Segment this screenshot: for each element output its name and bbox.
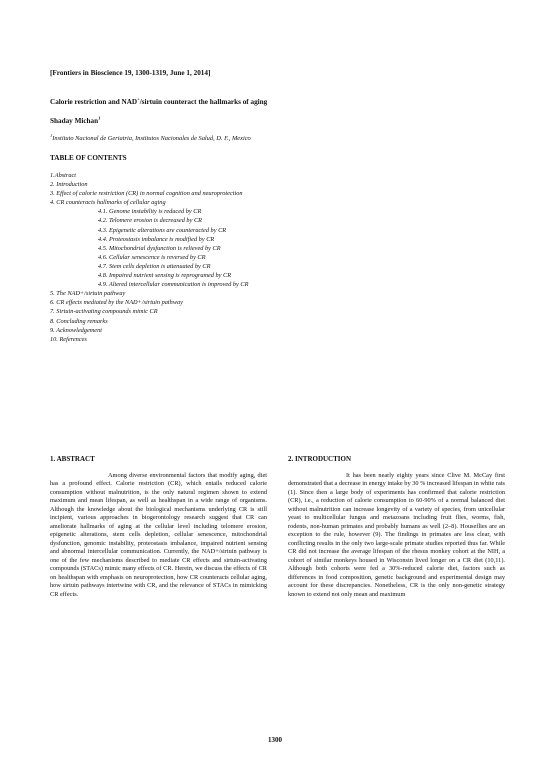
page-number: 1300 bbox=[268, 736, 282, 744]
table-of-contents bbox=[50, 171, 248, 344]
affiliation-superscript: 1 bbox=[50, 132, 53, 138]
toc-item: 9. Acknowledgement bbox=[50, 326, 102, 334]
toc-item: 6. CR effects mediated by the NAD+/sirtuin pathway bbox=[50, 299, 183, 307]
toc-item: 4.9. Altered intercellular communication is improved by CR bbox=[98, 281, 249, 289]
toc-item: 4. CR counteracts hallmarks of cellular aging bbox=[50, 199, 166, 207]
introduction-body: It has been nearly eighty years since Clive M. McCay first demonstrated that a decrease in energy intake by 30 % increased lifespan in white rats (1). Since then a large body of experiments has confirmed that calorie restriction (CR), i.e., a reduction of calorie consumption to 60-90% of a normal balanced diet without malnutrition can increase longevity of a variety of species, from unicellular yeast to multicellular fungus and metazoans including fruit flies, worms, fish, rodents, non-human primates and probably humans as well (2–8). Houseflies are an exception to the rule, however (9). The findings in primates are less clear, with conflicting results in the only two large-scale primate studies reported thus far. While CR did not increase the average lifespan of the rhesus monkey cohort at the NIH, a cohort of similar monkeys housed in Wisconsin lived longer on a CR diet (10,11). Although both cohorts were fed a 30%-reduced calorie diet, factors such as differences in food composition, genetic background and experimental design may account for these discrepancies. Nonetheless, CR is the only non-genetic strategy known to extend not only mean and maximum bbox=[288, 472, 505, 598]
journal-citation: [Frontiers in Bioscience 19, 1300-1319, June 1, 2014] bbox=[50, 69, 211, 77]
title-superscript: + bbox=[137, 96, 140, 102]
toc-item: 5. The NAD+/sirtuin pathway bbox=[50, 290, 126, 298]
abstract-body: Among diverse environmental factors that modify aging, diet has a profound effect. Calorie restriction (CR), which entails reduced calorie consumption without malnutrition, is the only natural regimen shown to extend maximum and mean lifespan, as well as healthspan in a wide range of organisms. Although the knowledge about the biological mechanisms underlying CR is still incipient, various approaches in biogerontology research suggest that CR can ameliorate hallmarks of aging at the cellular level including telomere erosion, epigenetic alterations, stem cells depletion, cellular senescence, mitochondrial dysfunction, genomic instability, proteostasis imbalance, impaired nutrient sensing and abnormal intercellular communication. Currently, the NAD+/sirtuin pathway is one of the few mechanisms described to mediate CR effects and sirtuin-activating compounds (STACs) mimic many effects of CR. Herein, we discuss the effects of CR on healthspan with emphasis on neuroprotection, how CR counteracts cellular aging, how sirtuin pathways intertwine with CR, and the relevance of STACs in mimicking CR effects. bbox=[50, 472, 267, 598]
author-name bbox=[50, 117, 100, 125]
toc-item: 4.1. Genome instability is reduced by CR bbox=[98, 208, 202, 216]
toc-item: 1.Abstract bbox=[50, 172, 77, 179]
toc-item: 4.5. Mitochondrial dysfunction is relieved by CR bbox=[98, 244, 221, 252]
toc-item: 7. Sirtuin-activating compounds mimic CR bbox=[50, 308, 158, 316]
author-affiliation bbox=[50, 132, 251, 142]
abstract-heading: 1. ABSTRACT bbox=[50, 455, 95, 463]
title-part-1: Calorie restriction and NAD bbox=[50, 98, 138, 106]
title-part-2: /sirtuin counteract the hallmarks of aging bbox=[139, 98, 268, 106]
article-title bbox=[50, 98, 267, 106]
toc-item: 4.7. Stem cells depletion is attenuated by CR bbox=[98, 262, 211, 270]
toc-item: 2. Introduction bbox=[50, 181, 88, 189]
toc-item: 4.3. Epigenetic alterations are counteracted by CR bbox=[98, 226, 227, 234]
toc-item: 8. Concluding remarks bbox=[50, 317, 108, 325]
author-superscript: 1 bbox=[98, 115, 101, 121]
author-text: Shaday Michan bbox=[50, 117, 99, 125]
toc-item: 4.8. Impaired nutrient sensing is reprogramed by CR bbox=[98, 272, 232, 280]
toc-item: 4.2. Telomere erosion is decreased by CR bbox=[98, 217, 202, 225]
toc-item: 4.6. Cellular senescence is reversed by CR bbox=[98, 253, 206, 261]
toc-item: 4.4. Proteostasis imbalance is modified by CR bbox=[98, 235, 215, 243]
toc-item: 3. Effect of calorie restriction (CR) in normal cognition and neuroprotection bbox=[50, 190, 243, 198]
toc-item: 10. References bbox=[50, 335, 87, 343]
affiliation-text: Instituto Nacional de Geriatria, Institutos Nacionales de Salud, D. F., Mexico bbox=[52, 135, 251, 142]
toc-heading: TABLE OF CONTENTS bbox=[50, 154, 127, 162]
introduction-heading: 2. INTRODUCTION bbox=[288, 455, 352, 463]
